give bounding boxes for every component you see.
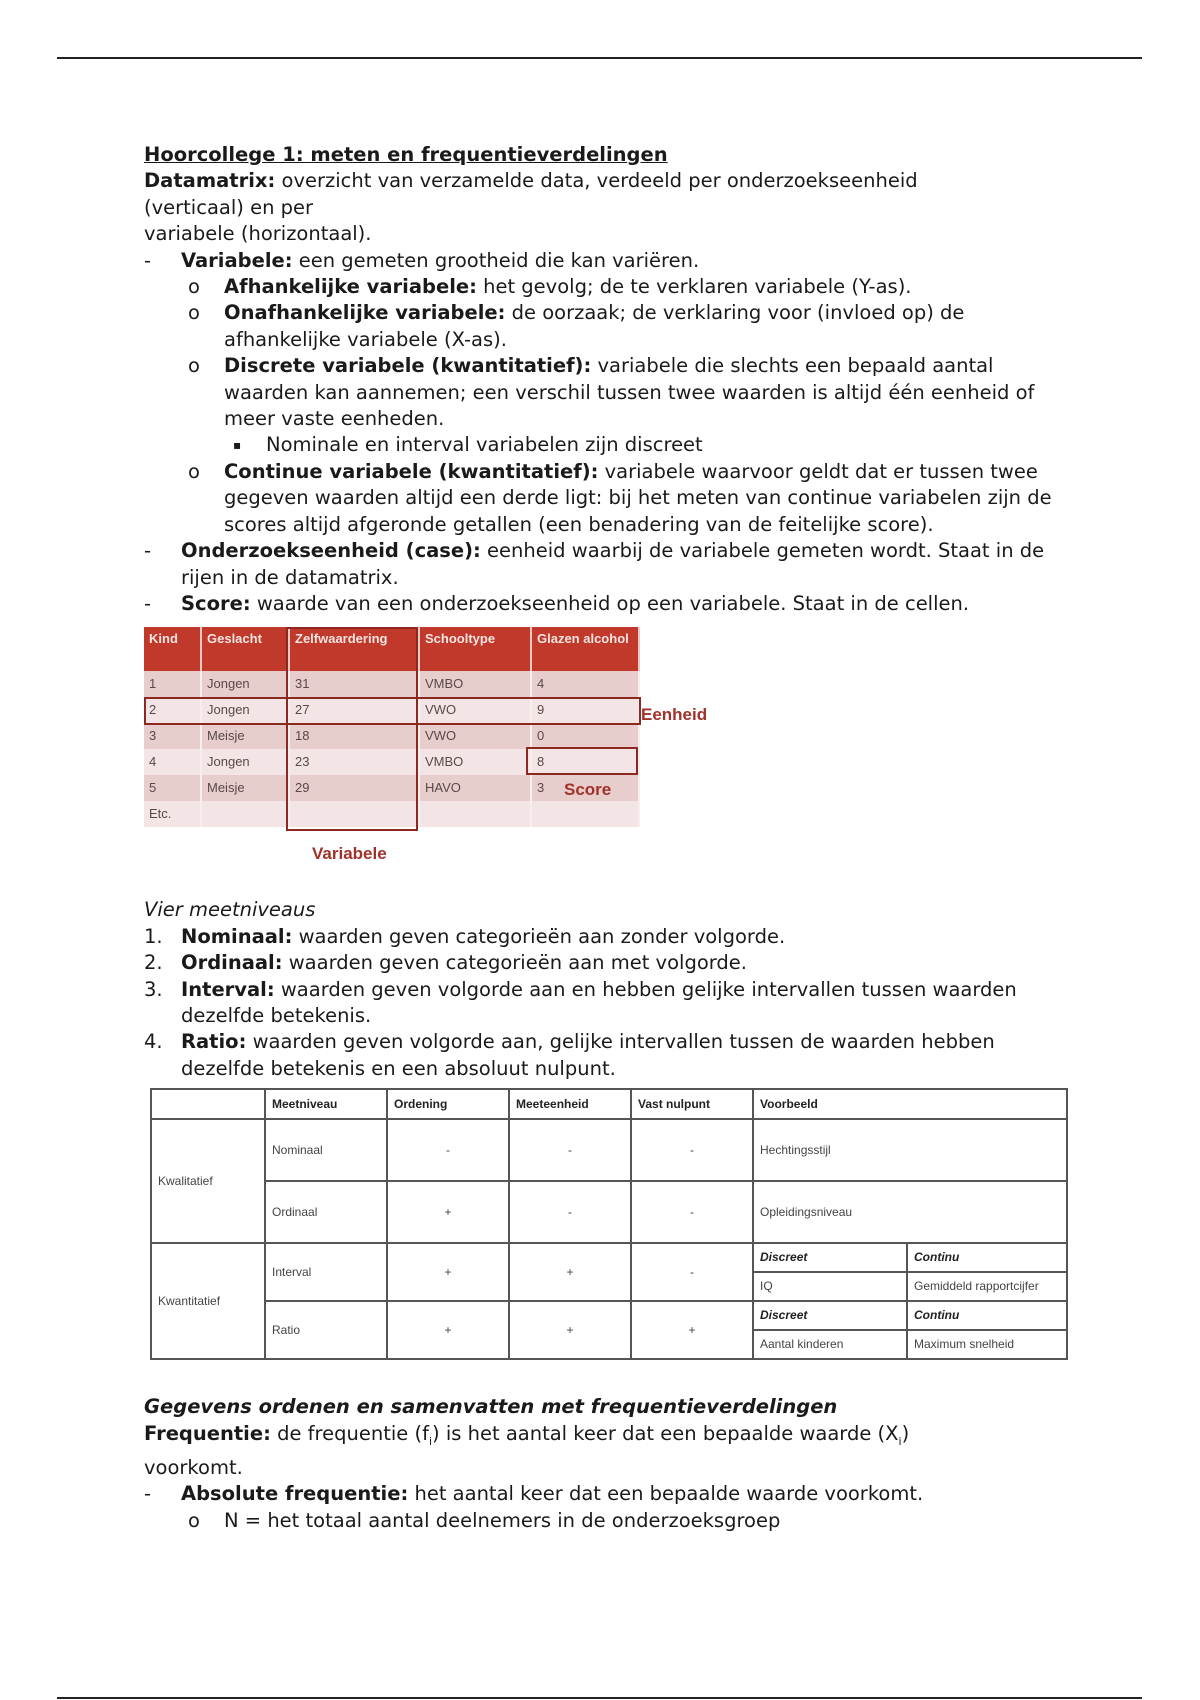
- table-cell: -: [631, 1243, 753, 1301]
- list-item-onafhankelijk: [144, 300, 1064, 353]
- footer-rule: [57, 1697, 1142, 1699]
- column-header: Glazen alcohol: [531, 627, 639, 671]
- list-number: 4.: [144, 1030, 163, 1054]
- column-header: [151, 1089, 265, 1119]
- table-cell: IQ: [753, 1272, 907, 1301]
- group-label: Kwalitatief: [151, 1119, 265, 1243]
- table-cell: 29: [289, 775, 419, 801]
- square-bullet-icon: ▪: [233, 438, 242, 453]
- column-header: Vast nulpunt: [631, 1089, 753, 1119]
- note-text: Nominale en interval variabelen zijn discreet: [266, 433, 703, 457]
- table-cell: +: [631, 1301, 753, 1359]
- table-cell: HAVO: [419, 775, 531, 801]
- table-cell: +: [509, 1243, 631, 1301]
- table-cell: +: [509, 1301, 631, 1359]
- page-title: Hoorcollege 1: meten en frequentieverdelingen: [144, 143, 668, 166]
- table-cell: Maximum snelheid: [907, 1330, 1067, 1359]
- list-item-n: [144, 1508, 1064, 1534]
- table-cell: +: [387, 1301, 509, 1359]
- table-cell: -: [509, 1119, 631, 1181]
- term: Ratio:: [181, 1030, 247, 1054]
- circle-bullet-icon: o: [188, 354, 200, 378]
- definition-text: variabele waarvoor geldt dat er tussen twee gegeven waarden altijd een derde ligt: bij het meten van continue variabelen zijn de scores altijd afgeronde getallen (een benadering van de feitelijke score).: [224, 459, 1052, 536]
- definition-text: een gemeten grootheid die kan variëren.: [292, 248, 700, 272]
- table-row: [151, 1119, 1067, 1181]
- meetniveau-table: [150, 1088, 1068, 1360]
- list-item-ordinaal: [144, 950, 1064, 976]
- table-cell: VWO: [419, 723, 531, 749]
- table-cell: Hechtingsstijl: [753, 1119, 1067, 1181]
- definition-text: waarden geven categorieën aan met volgorde.: [282, 951, 747, 975]
- table-cell: Jongen: [201, 671, 289, 697]
- definition-text: ) is het aantal keer dat een bepaalde waarde (X: [432, 1421, 899, 1445]
- term: Interval:: [181, 977, 275, 1001]
- table-cell: +: [387, 1243, 509, 1301]
- sub-header: Continu: [907, 1243, 1067, 1272]
- definition-text: eenheid waarbij de variabele gemeten wordt. Staat in de rijen in de datamatrix.: [181, 539, 1045, 589]
- definition-text: het gevolg; de te verklaren variabele (Y-as).: [476, 275, 912, 299]
- table-cell: Opleidingsniveau: [753, 1181, 1067, 1243]
- list-item-discreet-note: [144, 432, 1064, 458]
- column-header: Ordening: [387, 1089, 509, 1119]
- document-body: [144, 142, 1064, 1534]
- dash-bullet-icon: -: [144, 1482, 152, 1506]
- table-cell: Meisje: [201, 775, 289, 801]
- table-cell: VMBO: [419, 671, 531, 697]
- definition-text: waarden geven categorieën aan zonder volgorde.: [292, 924, 786, 948]
- list-item-score: [144, 591, 1064, 617]
- term: Afhankelijke variabele:: [224, 275, 477, 299]
- table-cell: 4: [531, 671, 639, 697]
- circle-bullet-icon: o: [188, 459, 200, 483]
- list-number: 1.: [144, 924, 163, 948]
- list-number: 3.: [144, 977, 163, 1001]
- frequentie-definition: [144, 1421, 1064, 1455]
- list-item-afhankelijk: [144, 274, 1064, 300]
- group-label: Kwantitatief: [151, 1243, 265, 1359]
- dash-bullet-icon: -: [144, 539, 152, 563]
- table-cell: 3: [144, 723, 201, 749]
- term: Discrete variabele (kwantitatief):: [224, 354, 592, 378]
- term: Variabele:: [181, 248, 293, 272]
- table-cell: Gemiddeld rapportcijfer: [907, 1272, 1067, 1301]
- table-cell: 0: [531, 723, 639, 749]
- table-cell: Meisje: [201, 723, 289, 749]
- table-cell: [201, 801, 289, 827]
- definition-text: overzicht van verzamelde data, verdeeld per onderzoekseenheid: [275, 169, 918, 193]
- column-header: Zelfwaardering: [289, 627, 419, 671]
- table-cell: Etc.: [144, 801, 201, 827]
- definition-text: waarden geven volgorde aan en hebben gelijke intervallen tussen waarden dezelfde betekenis.: [181, 977, 1017, 1027]
- table-row: [151, 1181, 1067, 1243]
- table-cell: -: [631, 1119, 753, 1181]
- subscript: i: [898, 1434, 902, 1448]
- table-cell: VWO: [419, 697, 531, 723]
- table-cell: -: [387, 1119, 509, 1181]
- table-cell: [419, 801, 531, 827]
- table-cell: 18: [289, 723, 419, 749]
- definition-text: de frequentie (f: [270, 1421, 429, 1445]
- meetniveaus-heading: Vier meetniveaus: [144, 898, 316, 922]
- datamatrix-definition: [144, 168, 1064, 194]
- table-cell: Aantal kinderen: [753, 1330, 907, 1359]
- list-item-variabele: [144, 248, 1064, 274]
- list-number: 2.: [144, 951, 163, 975]
- table-cell: 4: [144, 749, 201, 775]
- table-cell: 23: [289, 749, 419, 775]
- definition-text: variabele die slechts een bepaald aantal waarden kan aannemen; een verschil tussen twee waarden is altijd één eenheid of meer vaste eenheden.: [224, 354, 1035, 431]
- table-cell: -: [509, 1181, 631, 1243]
- score-label: Score: [564, 780, 612, 800]
- table-cell: 31: [289, 671, 419, 697]
- sub-header: Discreet: [753, 1243, 907, 1272]
- term: Onafhankelijke variabele:: [224, 301, 506, 325]
- variable-highlight-box: [286, 627, 418, 831]
- list-item-ratio: [144, 1029, 1064, 1082]
- table-cell: -: [631, 1181, 753, 1243]
- column-header: Geslacht: [201, 627, 289, 671]
- table-cell: [531, 801, 639, 827]
- definition-text: ): [901, 1421, 910, 1445]
- variabele-label: Variabele: [312, 844, 387, 864]
- datamatrix-line2: (verticaal) en per: [144, 195, 314, 219]
- dash-bullet-icon: -: [144, 248, 152, 272]
- table-cell: 5: [144, 775, 201, 801]
- frequentie-line2: voorkomt.: [144, 1455, 243, 1479]
- table-cell: Nominaal: [265, 1119, 387, 1181]
- column-header: Meetniveau: [265, 1089, 387, 1119]
- score-highlight-box: [526, 747, 638, 775]
- list-item-onderzoekseenheid: [144, 538, 1064, 591]
- circle-bullet-icon: o: [188, 1508, 200, 1532]
- table-cell: Interval: [265, 1243, 387, 1301]
- column-header: Kind: [144, 627, 201, 671]
- term: Continue variabele (kwantitatief):: [224, 459, 599, 483]
- column-header: Meeteenheid: [509, 1089, 631, 1119]
- circle-bullet-icon: o: [188, 275, 200, 299]
- section-heading: Gegevens ordenen en samenvatten met frequentieverdelingen: [144, 1395, 838, 1419]
- definition-text: het aantal keer dat een bepaalde waarde voorkomt.: [408, 1482, 924, 1506]
- table-cell: Jongen: [201, 749, 289, 775]
- table-cell: 2: [144, 697, 201, 723]
- datamatrix-figure: [144, 627, 708, 889]
- list-item-interval: [144, 977, 1064, 1030]
- table-cell: 9: [531, 697, 639, 723]
- table-cell: Ratio: [265, 1301, 387, 1359]
- definition-text: de oorzaak; de verklaring voor (invloed op) de afhankelijke variabele (X-as).: [224, 301, 965, 351]
- column-header: Schooltype: [419, 627, 531, 671]
- table-header-row: [151, 1089, 1067, 1119]
- unit-highlight-box: [144, 697, 641, 725]
- table-cell: Ordinaal: [265, 1181, 387, 1243]
- subscript: i: [428, 1434, 433, 1448]
- header-rule: [57, 57, 1142, 59]
- list-item-continu: [144, 459, 1064, 538]
- dash-bullet-icon: -: [144, 591, 152, 615]
- sub-header: Continu: [907, 1301, 1067, 1330]
- circle-bullet-icon: o: [188, 301, 200, 325]
- definition-text: waarde van een onderzoekseenheid op een variabele. Staat in de cellen.: [250, 591, 970, 615]
- table-cell: 27: [289, 697, 419, 723]
- definition-text: N = het totaal aantal deelnemers in de onderzoeksgroep: [224, 1508, 781, 1532]
- eenheid-label: Eenheid: [641, 705, 708, 725]
- table-cell: Jongen: [201, 697, 289, 723]
- term: Datamatrix:: [144, 169, 276, 193]
- table-row: [151, 1301, 1067, 1330]
- term: Nominaal:: [181, 924, 293, 948]
- list-item-nominaal: [144, 924, 1064, 950]
- term: Ordinaal:: [181, 951, 283, 975]
- table-cell: 3: [531, 775, 639, 801]
- table-cell: 8: [531, 749, 639, 775]
- table-cell: VMBO: [419, 749, 531, 775]
- definition-text: waarden geven volgorde aan, gelijke intervallen tussen de waarden hebben dezelfde betekenis en een absoluut nulpunt.: [181, 1030, 995, 1080]
- list-item-discreet: [144, 353, 1064, 432]
- column-header: Voorbeeld: [753, 1089, 1067, 1119]
- table-cell: +: [387, 1181, 509, 1243]
- sub-header: Discreet: [753, 1301, 907, 1330]
- term: Frequentie:: [144, 1421, 271, 1445]
- table-cell: 1: [144, 671, 201, 697]
- datamatrix-line3: variabele (horizontaal).: [144, 222, 372, 246]
- term: Onderzoekseenheid (case):: [181, 539, 481, 563]
- table-row: [151, 1243, 1067, 1272]
- term: Score:: [181, 591, 251, 615]
- list-item-absolute-frequentie: [144, 1481, 1064, 1507]
- term: Absolute frequentie:: [181, 1482, 409, 1506]
